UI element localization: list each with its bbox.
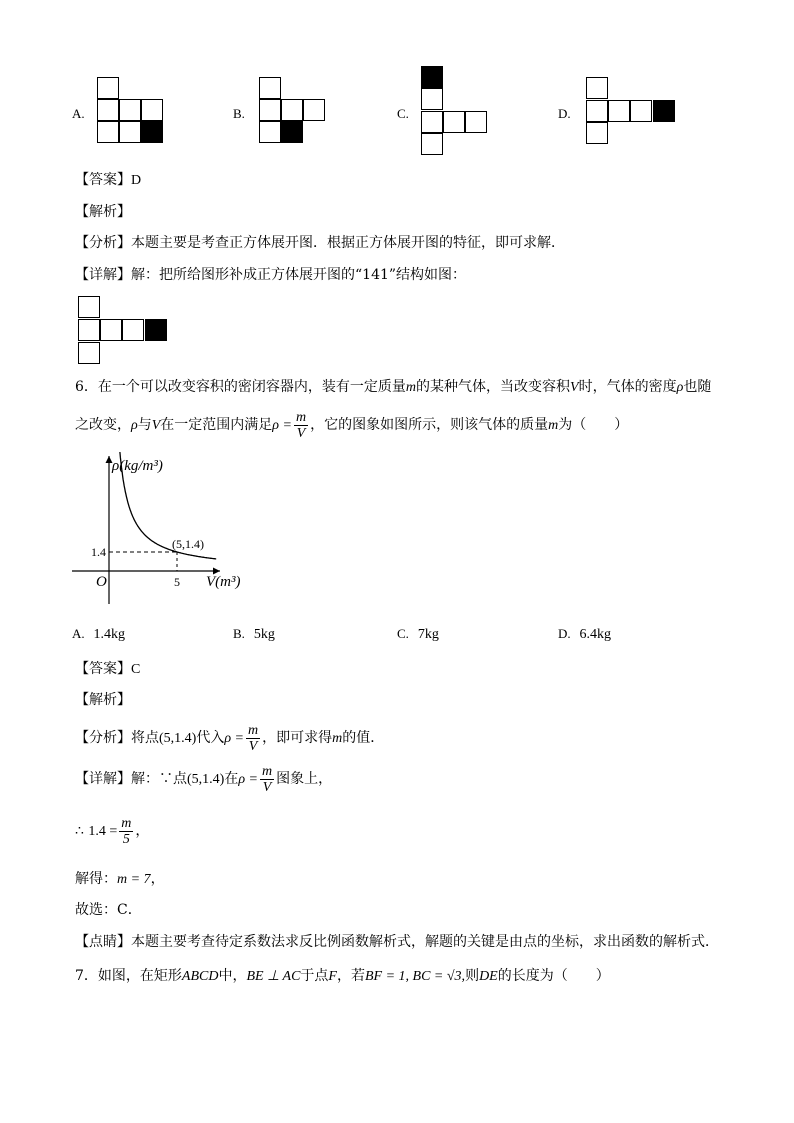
option-value: 5kg bbox=[253, 627, 275, 642]
net-square bbox=[100, 319, 122, 341]
option-letter: A. bbox=[72, 626, 85, 641]
stem-text: 与 bbox=[137, 417, 152, 433]
q6-choose: 故选：C． bbox=[75, 902, 142, 918]
net-square bbox=[78, 296, 100, 318]
analysis-text: 本题主要是考查正方体展开图．根据正方体展开图的特征，即可求解． bbox=[131, 235, 565, 251]
var-m: m bbox=[548, 418, 559, 433]
q5-answer bbox=[75, 170, 141, 191]
var-v: V bbox=[151, 418, 161, 433]
point-coord: (5,1.4) bbox=[187, 772, 225, 787]
var-rho: ρ bbox=[131, 418, 138, 433]
fraction-denominator: V bbox=[262, 779, 272, 795]
net-square bbox=[586, 122, 608, 144]
origin-label: O bbox=[96, 574, 107, 590]
analysis-text: ，即可求得 bbox=[262, 730, 333, 746]
analysis-text: 将点 bbox=[131, 730, 159, 746]
fraction-denominator: 5 bbox=[122, 831, 130, 847]
remark-label: 【点睛】 bbox=[75, 934, 131, 950]
stem-text: 6．在一个可以改变容积的密闭容器内，装有一定质量 bbox=[75, 379, 406, 395]
option-a-letter: A. bbox=[72, 106, 85, 121]
net-square bbox=[119, 99, 141, 121]
solution-equation: m = 7 bbox=[117, 872, 151, 887]
q6-step1 bbox=[75, 814, 149, 849]
remark-text: 本题主要考查待定系数法求反比例函数解析式，解题的关键是由点的坐标，求出函数的解析式． bbox=[131, 934, 719, 950]
var-v: V bbox=[570, 380, 579, 395]
q6-stem-line1 bbox=[75, 377, 711, 398]
answer-label: 【答案】 bbox=[75, 661, 131, 677]
stem-text: 的长度为（ ） bbox=[497, 968, 610, 984]
option-value: 1.4kg bbox=[93, 627, 126, 642]
q5-jiexi: 【解析】 bbox=[75, 204, 131, 220]
net-square bbox=[97, 121, 119, 143]
stem-text: 为（ ） bbox=[558, 417, 629, 433]
option-value: 6.4kg bbox=[579, 627, 612, 642]
stem-text: 之改变， bbox=[75, 417, 131, 433]
net-square bbox=[586, 77, 608, 99]
net-square bbox=[608, 100, 630, 122]
var-f: F bbox=[328, 969, 337, 984]
var-de: DE bbox=[479, 969, 498, 984]
formula-lhs: ρ = bbox=[238, 772, 258, 787]
stem-text: 的某种气体，当改变容积 bbox=[416, 379, 571, 395]
option-letter: B. bbox=[233, 626, 245, 641]
fraction-m-over-v bbox=[246, 723, 260, 754]
fraction-m-over-v bbox=[260, 764, 274, 795]
x-tick-label: 5 bbox=[174, 575, 180, 589]
net-square bbox=[122, 319, 144, 341]
given-equations: BF = 1, BC = √3, bbox=[364, 969, 466, 984]
q6-detail bbox=[75, 762, 332, 797]
stem-text: ，它的图象如图所示，则该气体的质量 bbox=[310, 417, 549, 433]
q6-step2 bbox=[75, 869, 165, 890]
net-square bbox=[421, 88, 443, 110]
option-b bbox=[233, 624, 275, 645]
stem-text: 中， bbox=[218, 968, 247, 984]
detail-label: 【详解】 bbox=[75, 267, 131, 283]
analysis-label: 【分析】 bbox=[75, 235, 131, 251]
detail-text: 在 bbox=[224, 771, 239, 787]
punct: ， bbox=[135, 823, 150, 839]
option-letter: C. bbox=[397, 626, 409, 641]
analysis-text: 的值． bbox=[342, 730, 385, 746]
var-m: m bbox=[405, 380, 417, 395]
option-a bbox=[72, 624, 125, 645]
var-rho: ρ bbox=[676, 380, 684, 395]
q6-answer bbox=[75, 659, 140, 680]
option-value: 7kg bbox=[417, 627, 439, 642]
point-label: (5,1.4) bbox=[172, 537, 204, 551]
stem-text: 在一定范围内满足 bbox=[160, 417, 273, 433]
net-square-shaded bbox=[281, 121, 303, 143]
option-c-letter: C. bbox=[397, 106, 409, 121]
var-m: m bbox=[332, 731, 343, 746]
net-square bbox=[78, 319, 100, 341]
detail-text: 解： bbox=[131, 771, 159, 787]
option-b-letter: B. bbox=[233, 106, 245, 121]
net-square-shaded bbox=[145, 319, 167, 341]
fraction-m-over-5 bbox=[119, 816, 133, 847]
q6-analysis bbox=[75, 721, 384, 756]
fraction-numerator: m bbox=[295, 409, 307, 425]
fraction-m-over-v bbox=[294, 410, 308, 441]
net-square bbox=[97, 77, 119, 99]
fraction-numerator: m bbox=[248, 722, 259, 738]
net-square bbox=[421, 111, 443, 133]
net-square bbox=[421, 133, 443, 155]
net-square bbox=[303, 99, 325, 121]
answer-label: 【答案】 bbox=[75, 172, 131, 188]
fraction-numerator: m bbox=[121, 815, 132, 831]
stem-text: ，若 bbox=[336, 968, 365, 984]
net-square-shaded bbox=[141, 121, 163, 143]
analysis-label: 【分析】 bbox=[75, 730, 131, 746]
formula-lhs: ρ = bbox=[272, 418, 292, 433]
stem-text: 时，气体的密度 bbox=[578, 379, 677, 395]
net-square-shaded bbox=[653, 100, 675, 122]
point-coord: (5,1.4) bbox=[159, 731, 197, 746]
fraction-denominator: V bbox=[296, 425, 306, 441]
stem-text: 于点 bbox=[300, 968, 329, 984]
fraction-denominator: V bbox=[248, 738, 258, 754]
answer-value: D bbox=[131, 173, 142, 188]
y-tick-label: 1.4 bbox=[91, 545, 106, 559]
q5-detail bbox=[75, 265, 466, 285]
option-letter: D. bbox=[558, 626, 571, 641]
stem-text: 7．如图，在矩形 bbox=[75, 968, 182, 984]
q6-remark bbox=[75, 932, 719, 952]
detail-text: 图象上， bbox=[276, 771, 333, 787]
net-square bbox=[443, 111, 465, 133]
q6-graph bbox=[68, 452, 258, 612]
net-square bbox=[78, 342, 100, 364]
because-symbol: ∵ bbox=[159, 771, 173, 787]
net-square bbox=[586, 100, 608, 122]
formula-lhs: ρ = bbox=[224, 731, 244, 746]
option-d-letter: D. bbox=[558, 106, 571, 121]
fraction-numerator: m bbox=[262, 763, 273, 779]
solve-label: 解得： bbox=[75, 871, 117, 887]
q6-stem-line2 bbox=[75, 408, 628, 443]
net-square bbox=[281, 99, 303, 121]
stem-text: 也随 bbox=[683, 379, 712, 395]
q6-jiexi: 【解析】 bbox=[75, 692, 131, 708]
y-axis-label: ρ(kg/m³) bbox=[112, 458, 163, 474]
equation-lhs: 1.4 = bbox=[88, 824, 118, 839]
q5-analysis bbox=[75, 233, 565, 253]
net-square bbox=[141, 99, 163, 121]
net-square bbox=[259, 99, 281, 121]
detail-text: 点 bbox=[173, 771, 187, 787]
answer-value: C bbox=[131, 662, 141, 677]
net-square bbox=[465, 111, 487, 133]
net-square bbox=[259, 77, 281, 99]
stem-text: 则 bbox=[465, 968, 480, 984]
option-d bbox=[558, 624, 611, 645]
net-square bbox=[97, 99, 119, 121]
therefore-symbol: ∴ bbox=[75, 823, 84, 839]
net-square bbox=[630, 100, 652, 122]
detail-text: 解：把所给图形补成正方体展开图的“141”结构如图： bbox=[131, 267, 467, 283]
option-c bbox=[397, 624, 439, 645]
net-square bbox=[119, 121, 141, 143]
perp-expression: BE ⊥ AC bbox=[246, 969, 301, 984]
net-square-shaded bbox=[421, 66, 443, 88]
punct: ， bbox=[150, 871, 165, 887]
q7-stem bbox=[75, 966, 610, 987]
detail-label: 【详解】 bbox=[75, 771, 131, 787]
net-square bbox=[259, 121, 281, 143]
analysis-text: 代入 bbox=[196, 730, 225, 746]
x-axis-label: V(m³) bbox=[206, 574, 241, 590]
var-abcd: ABCD bbox=[181, 969, 219, 984]
